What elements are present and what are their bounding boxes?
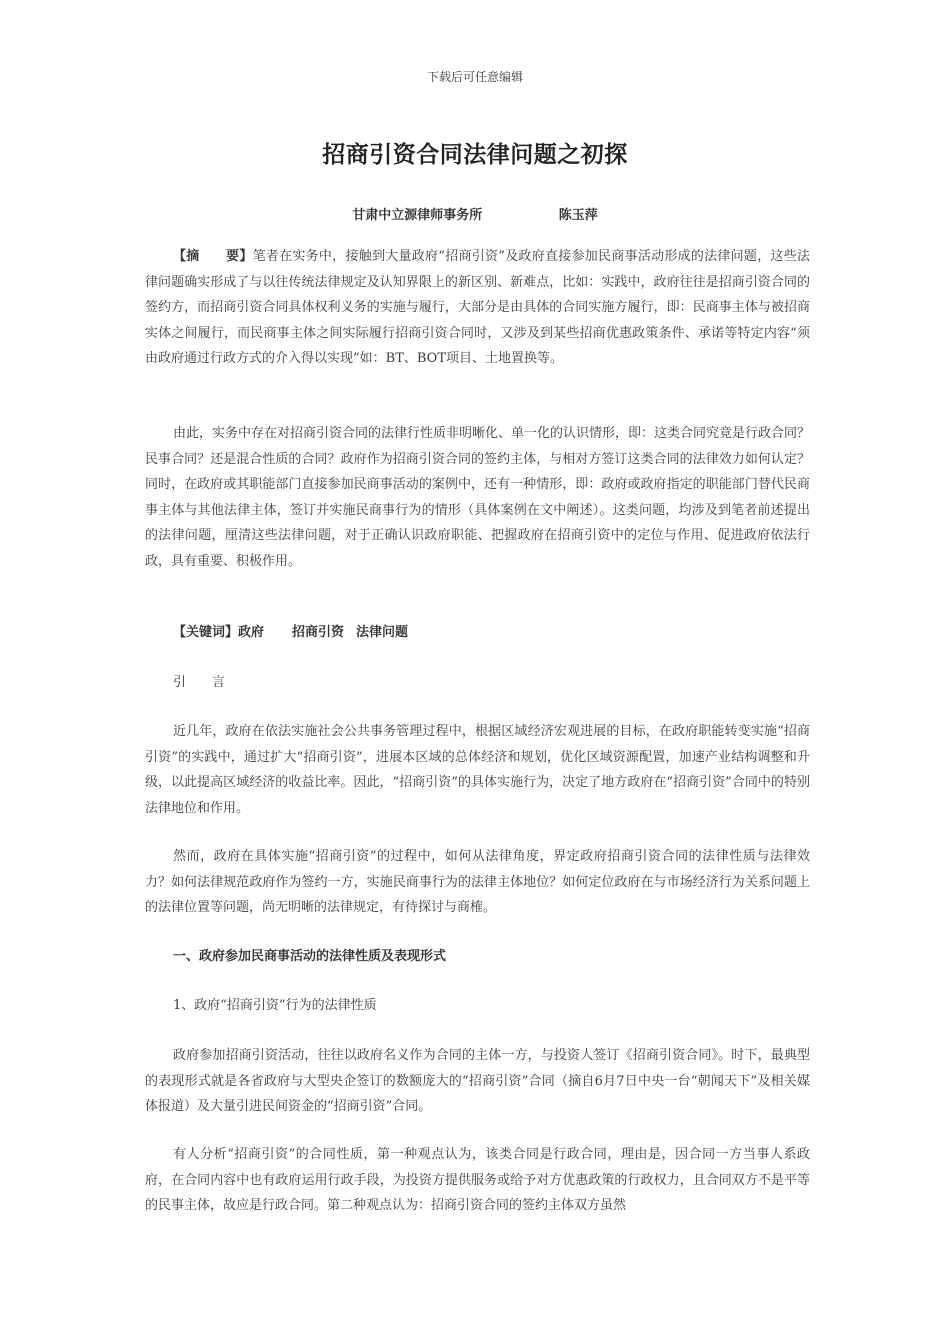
subsection-1-heading: 1、政府“招商引资”行为的法律性质 (173, 998, 377, 1013)
paragraph-2-block (145, 421, 810, 574)
author-firm: 甘肃中立源律师事务所 (352, 208, 483, 223)
keywords-block (145, 620, 810, 646)
keywords-label: 【关键词】 (173, 625, 239, 640)
abstract-label: 【摘 要】 (173, 249, 253, 264)
header-note: 下载后可任意编辑 (426, 70, 523, 84)
section-1-heading: 一、政府参加民商事活动的法律性质及表现形式 (173, 949, 447, 964)
section-1-p1-block (145, 1043, 810, 1120)
abstract-paragraph (145, 244, 810, 372)
document-title: 招商引资合同法律问题之初探 (322, 141, 628, 168)
section-1-paragraph-2: 有人分析“招商引资”的合同性质，第一种观点认为，该类合同是行政合同，理由是，因合同一方当事人系政府，在合同内容中也有政府运用行政手段，为投资方提供服务或给予对方优惠政策的行政权力，且合同双方不是平等的民事主体，故应是行政合同。第二种观点认为：招商引资合同的签约主体双方虽然 (145, 1147, 810, 1213)
subsection-1-heading-block (145, 993, 810, 1019)
keyword-item: 招商引资 (292, 625, 345, 640)
section-1-paragraph-1: 政府参加招商引资活动，往往以政府名义作为合同的主体一方，与投资人签订《招商引资合同》。时下，最典型的表现形式就是各省政府与大型央企签订的数额庞大的“招商引资”合同（摘自6月7日中央一台“朝闻天下”及相关媒体报道）及大量引进民间资金的“招商引资”合同。 (145, 1048, 810, 1114)
intro-p1-block (145, 719, 810, 821)
author-line (0, 204, 950, 223)
intro-p2-block (145, 844, 810, 921)
author-name: 陈玉萍 (558, 208, 598, 223)
keywords-line (145, 620, 810, 646)
intro-paragraph-1: 近几年，政府在依法实施社会公共事务管理过程中，根据区域经济宏观进展的目标，在政府职能转变实施“招商引资”的实践中，通过扩大“招商引资”，进展本区域的总体经济和规划，优化区域资源配置，加速产业结构调整和升级，以此提高区域经济的收益比率。因此，“招商引资”的具体实施行为，决定了地方政府在“招商引资”合同中的特别法律地位和作用。 (145, 724, 810, 816)
intro-heading: 引 言 (173, 675, 226, 690)
keyword-item: 政府 (238, 625, 265, 640)
paragraph-2: 由此，实务中存在对招商引资合同的法律行性质非明晰化、单一化的认识情形，即：这类合同究竟是行政合同？民事合同？还是混合性质的合同？政府作为招商引资合同的签约主体，与相对方签订这类合同的法律效力如何认定？同时，在政府或其职能部门直接参加民商事活动的案例中，还有一种情形，即：政府或政府指定的职能部门替代民商事主体与其他法律主体，签订并实施民商事行为的情形（具体案例在文中阐述）。这类问题，均涉及到笔者前述提出的法律问题，厘清这些法律问题，对于正确认识政府职能、把握政府在招商引资中的定位与作用、促进政府依法行政，具有重要、积极作用。 (145, 426, 811, 569)
intro-heading-block (145, 670, 810, 696)
keyword-item: 法律问题 (356, 625, 409, 640)
intro-paragraph-2: 然而，政府在具体实施“招商引资”的过程中，如何从法律角度，界定政府招商引资合同的法律性质与法律效力？如何法律规范政府作为签约一方，实施民商事行为的法律主体地位？如何定位政府在与市场经济行为关系问题上的法律位置等问题，尚无明晰的法律规定，有待探讨与商榷。 (145, 849, 810, 915)
section-1-heading-block (145, 944, 810, 970)
abstract-block (145, 244, 810, 372)
section-1-p2-block (145, 1142, 810, 1219)
abstract-text: 笔者在实务中，接触到大量政府“招商引资”及政府直接参加民商事活动形成的法律问题，这些法律问题确实形成了与以往传统法律规定及认知界限上的新区别、新难点，比如：实践中，政府往往是招商引资合同的签约方，而招商引资合同具体权利义务的实施与履行，大部分是由具体的合同实施方履行，即：民商事主体与被招商实体之间履行，而民商事主体之间实际履行招商引资合同时，又涉及到某些招商优惠政策条件、承诺等特定内容“须由政府通过行政方式的介入得以实现”如：BT、BOT项目、土地置换等。 (145, 249, 810, 366)
